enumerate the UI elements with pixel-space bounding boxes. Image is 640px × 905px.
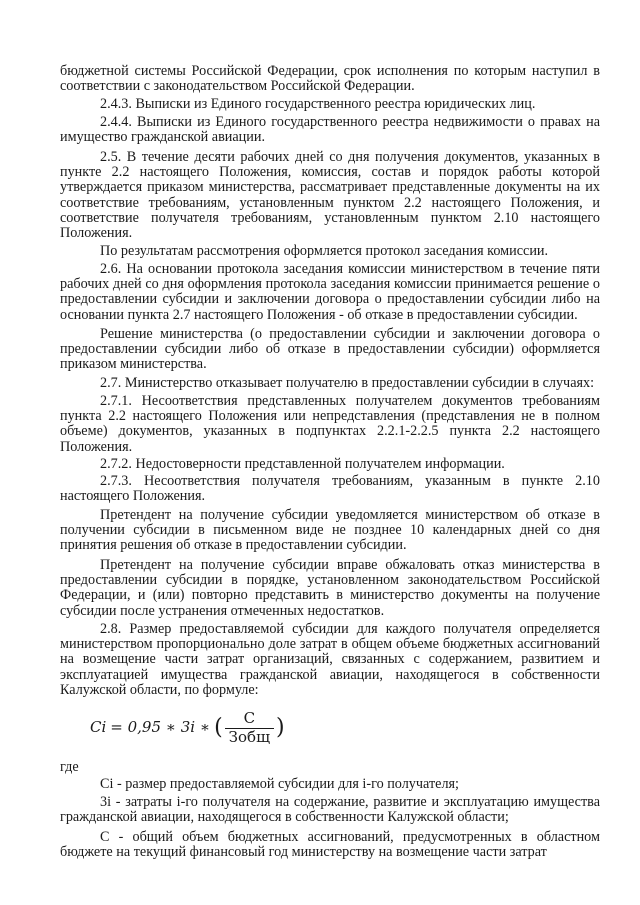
definition-c: С - общий объем бюджетных ассигнований, предусмотренных в областном бюджете на текущий финансовый год министерству на возмещение части затрат xyxy=(60,829,600,861)
paragraph-2-6: 2.6. На основании протокола заседания комиссии министерством в течение пяти рабочих дней со дня оформления протокола заседания комиссии принимается решение о предоставлении субсидии и заключении договора о предоставлении субсидии либо на основании пункта 2.7 настоящего Положения - об отказе в предоставлении субсидии. xyxy=(60,261,600,323)
formula-lhs: Ci xyxy=(90,718,107,737)
paragraph-ministry-decision: Решение министерства (о предоставлении субсидии и заключении договора о предоставлении субсидии либо об отказе в предоставлении субсидии) оформляется приказом министерства. xyxy=(60,326,600,373)
paragraph-refusal-notice: Претендент на получение субсидии уведомляется министерством об отказе в получении субсидии в письменном виде не позднее 10 календарных дней со дня принятия решения об отказе в предоставлении субсидии. xyxy=(60,507,600,554)
paragraph-protocol: По результатам рассмотрения оформляется протокол заседания комиссии. xyxy=(100,243,549,259)
paragraph-2-4-3: 2.4.3. Выписки из Единого государственного реестра юридических лиц. xyxy=(100,96,536,112)
definition-ci: Ci - размер предоставляемой субсидии для i-го получателя; xyxy=(100,776,459,792)
formula-fraction xyxy=(225,711,274,744)
formula-numerator: С xyxy=(243,709,256,728)
paragraph-2-7-1: 2.7.1. Несоответствия представленных получателем документов требованиям пункта 2.2 настоящего Положения или непредставления (представления не в полном объеме) документов, указанных в подпунктах 2.2.1-2.2.5 пункта 2.2 настоящего Положения. xyxy=(60,393,600,455)
definition-3i: 3i - затраты i-го получателя на содержание, развитие и эксплуатацию имущества гражданской авиации, находящегося в собственности Калужской области; xyxy=(60,794,600,826)
paragraph-2-7: 2.7. Министерство отказывает получателю в предоставлении субсидии в случаях: xyxy=(100,375,595,391)
paragraph-2-4-4: 2.4.4. Выписки из Единого государственного реестра недвижимости о правах на имущество гражданской авиации. xyxy=(60,114,600,146)
formula-denominator: Зобщ xyxy=(225,728,274,745)
where-label: где xyxy=(60,759,79,775)
paragraph-appeal: Претендент на получение субсидии вправе обжаловать отказ министерства в предоставлении субсидии в порядке, установленном законодательством Российской Федерации, и (или) повторно представить в министерство документы на получение субсидии после устранения отмеченных недостатков. xyxy=(60,557,600,619)
paragraph-2-5: 2.5. В течение десяти рабочих дней со дня получения документов, указанных в пункте 2.2 настоящего Положения, комиссия, состав и порядок работы которой утверждается приказом министерства, рассматривает представленные документы на их соответствие требованиям, установленным пунктом 2.2 настоящего Положения, и соответствие получателя требованиям, установленным пунктом 2.10 настоящего Положения. xyxy=(60,149,600,242)
formula-coefficient: = 0,95 ∗ 3i ∗ xyxy=(110,718,211,737)
paragraph-budget-system: бюджетной системы Российской Федерации, срок исполнения по которым наступил в соответствии с законодательством Российской Федерации. xyxy=(60,63,600,95)
paragraph-2-7-2: 2.7.2. Недостоверности представленной получателем информации. xyxy=(100,456,505,472)
paragraph-2-7-3: 2.7.3. Несоответствия получателя требованиям, указанным в пункте 2.10 настоящего Положения. xyxy=(60,473,600,505)
paragraph-2-8: 2.8. Размер предоставляемой субсидии для каждого получателя определяется министерством пропорционально доле затрат в общем объеме бюджетных ассигнований на возмещение части затрат организаций, связанных с содержанием, развитием и эксплуатацией имущества гражданской авиации, находящегося в собственности Калужской области, по формуле: xyxy=(60,621,600,698)
subsidy-formula: Ci = 0,95 ∗ 3i ∗ ( $\frac{С}{\text{Зобщ}}$ ) xyxy=(90,709,285,746)
